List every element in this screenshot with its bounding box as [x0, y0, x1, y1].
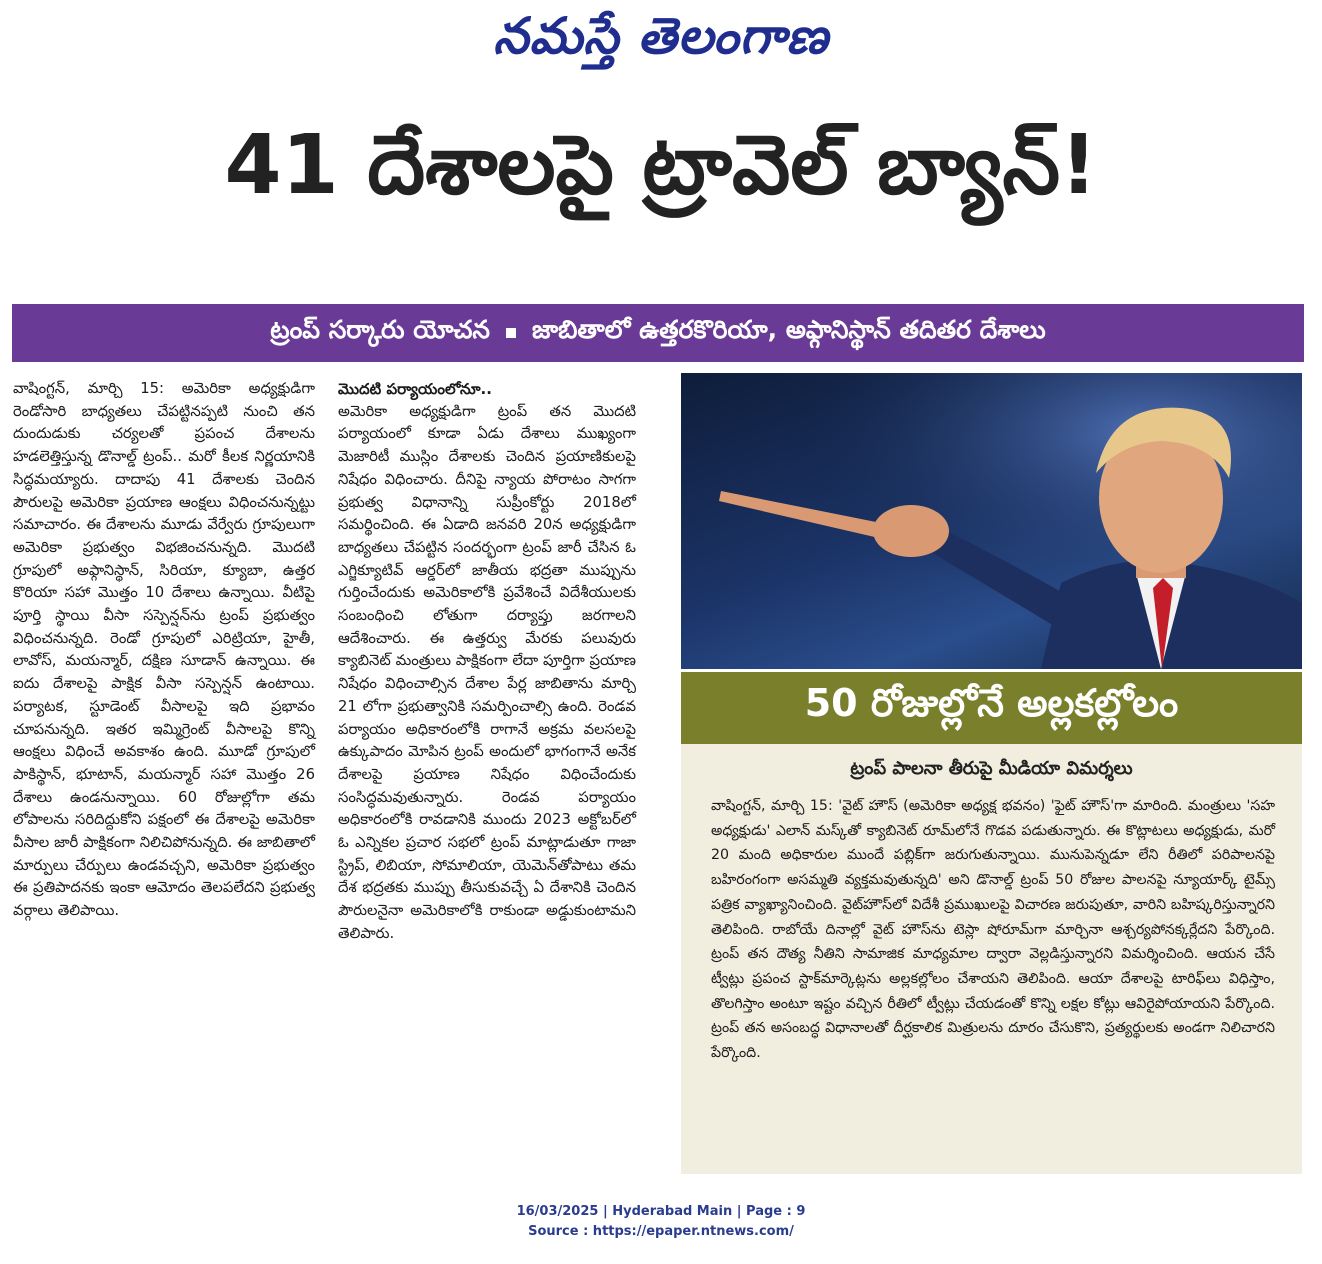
- masthead-logo: నమస్తే తెలంగాణ: [493, 6, 829, 65]
- subheadline-right: జాబితాలో ఉత్తరకొరియా, అఫ్గానిస్థాన్ తదితర దేశాలు: [531, 315, 1046, 344]
- sidebox: [681, 744, 1302, 1174]
- footer: [0, 1202, 1322, 1242]
- column-2-kicker: మొదటి పర్యాయంలోనూ..: [338, 380, 492, 398]
- sidebox-subhead: ట్రంప్ పాలనా తీరుపై మీడియా విమర్శలు: [850, 758, 1133, 779]
- news-photo: [681, 373, 1302, 669]
- article-column-1: [13, 378, 315, 923]
- bullet-square-icon: [506, 328, 516, 338]
- column-2-text: అమెరికా అధ్యక్షుడిగా ట్రంప్ తన మొదటి పర్యాయంలో కూడా ఏడు దేశాలు ముఖ్యంగా మెజారిటీ ముస్లిం దేశాలకు చెందిన ప్రయాణికులపై నిషేధం విధించారు. దీనిపై న్యాయ పోరాటం సాగగా ప్రభుత్వ విధానాన్ని సుప్రీంకోర్టు 2018లో సమర్థించింది. ఈ ఏడాది జనవరి 20న అధ్యక్షుడిగా బాధ్యతలు చేపట్టిన సందర్భంగా ట్రంప్ జారీ చేసిన ఓ ఎగ్జిక్యూటివ్ ఆర్డర్‌లో జాతీయ భద్రతా ముప్పును గుర్తించేందుకు అమెరికాలోకి ప్రవేశించే విదేశీయులకు సంబంధించి లోతుగా దర్యాప్తు జరగాలని ఆదేశించారు. ఈ ఉత్తర్వు మేరకు పలువురు క్యాబినెట్ మంత్రులు పాక్షికంగా లేదా పూర్తిగా ప్రయాణ నిషేధం విధించాల్సిన దేశాల పేర్ల జాబితాను మార్చి 21 లోగా ప్రభుత్వానికి సమర్పించాల్సి ఉంది. రెండవ పర్యాయం అధికారంలోకి రాగానే అక్రమ వలసలపై ఉక్కుపాదం మోపిన ట్రంప్ అందులో భాగంగానే అనేక దేశాలపై ప్రయాణ నిషేధం విధించేందుకు సంసిద్ధమవుతున్నారు. రెండవ పర్యాయం అధికారంలోకి రావడానికి ముందు 2023 అక్టోబర్‌లో ఓ ఎన్నికల ప్రచార సభలో ట్రంప్ మాట్లాడుతూ గాజా స్ట్రిప్, లిబియా, సోమాలియా, యెమెన్‌తోపాటు తమ దేశ భద్రతకు ముప్పు తీసుకువచ్చే ఏ దేశానికి చెందిన పౌరులనైనా అమెరికాలోకి రాకుండా అడ్డుకుంటామని తెలిపారు.: [338, 402, 636, 942]
- sidebox-text: వాషింగ్టన్, మార్చి 15: 'వైట్ హౌస్ (అమెరికా అధ్యక్ష భవనం) 'ఫైట్ హౌస్'గా మారింది. మంత్రులు 'సహ అధ్యక్షుడు' ఎలాన్ మస్క్‌తో క్యాబినెట్ రూమ్‌లోనే గొడవ పడుతున్నారు. ఈ కొట్లాటలు అధ్యక్షుడు, మరో 20 మంది అధికారుల ముందే పబ్లిక్‌గా జరుగుతున్నాయి. మునుపెన్నడూ లేని రీతిలో పరిపాలనపై బహిరంగంగా అసమ్మతి వ్యక్తమవుతున్నది' అని డొనాల్డ్ ట్రంప్ 50 రోజుల పాలనపై న్యూయార్క్ టైమ్స్ పత్రిక వ్యాఖ్యానించింది. వైట్‌హౌస్‌లో విదేశీ ప్రముఖులపై విచారణ జరుపుతూ, వారిని బహిష్కరిస్తున్నారని తెలిపింది. రాబోయే దినాల్లో వైట్ హౌస్‌ను టెస్లా షోరూమ్‌గా మార్చినా ఆశ్చర్యపోనక్కర్లేదని పేర్కొంది. ట్రంప్ తన దౌత్య నీతిని సామాజిక మాధ్యమాల ద్వారా వెల్లడిస్తున్నారని విమర్శించింది. ఆయన చేసే ట్వీట్లు ప్రపంచ స్టాక్‌మార్కెట్లను అల్లకల్లోలం చేశాయని తెలిపింది. ఆయా దేశాలపై టారిఫ్‌లు విధిస్తాం, తొలగిస్తాం అంటూ ఇష్టం వచ్చిన రీతిలో ట్వీట్లు చేయడంతో కొన్ని లక్షల కోట్లు ఆవిరైపోయాయని పేర్కొంది. ట్రంప్ తన అసంబద్ధ విధానాలతో దీర్ఘకాలిక మిత్రులను దూరం చేసుకొని, ప్రత్యర్థులకు అండగా నిలిచారని పేర్కొంది.: [711, 798, 1275, 1062]
- subheadline-bar: [12, 304, 1304, 362]
- footer-source: Source : https://epaper.ntnews.com/: [528, 1224, 794, 1239]
- sidebox-title-bar: 50 రోజుల్లోనే అల్లకల్లోలం: [681, 672, 1302, 744]
- footer-date-edition: 16/03/2025 | Hyderabad Main | Page : 9: [516, 1204, 806, 1219]
- photo-illustration: [681, 373, 1302, 669]
- column-1-text: వాషింగ్టన్, మార్చి 15: అమెరికా అధ్యక్షుడిగా రెండోసారి బాధ్యతలు చేపట్టినప్పటి నుంచి తన దుందుడుకు చర్యలతో ప్రపంచ దేశాలను హడలెత్తిస్తున్న డొనాల్డ్ ట్రంప్.. మరో కీలక నిర్ణయానికి సిద్ధమయ్యారు. దాదాపు 41 దేశాలకు చెందిన పౌరులపై అమెరికా ప్రయాణ ఆంక్షలు విధించనున్నట్టు సమాచారం. ఈ దేశాలను మూడు వేర్వేరు గ్రూపులుగా అమెరికా ప్రభుత్వం విభజించనున్నది. మొదటి గ్రూపులో అఫ్గానిస్థాన్, సిరియా, క్యూబా, ఉత్తర కొరియా సహా మొత్తం 10 దేశాలు ఉన్నాయి. వీటిపై పూర్తి స్థాయి వీసా సస్పెన్షన్‌ను ట్రంప్ ప్రభుత్వం విధించనున్నది. రెండో గ్రూపులో ఎరిట్రియా, హైతీ, లావోస్, మయన్మార్, దక్షిణ సూడాన్ ఉన్నాయి. ఈ ఐదు దేశాలపై పాక్షిక వీసా సస్పెన్షన్ ఉంటాయి. పర్యాటక, స్టూడెంట్ వీసాలపై ఇది ప్రభావం చూపనున్నది. ఇతర ఇమ్మిగ్రెంట్ వీసాలపై కొన్ని ఆంక్షలు విధించే అవకాశం ఉంది. మూడో గ్రూపులో పాకిస్థాన్, భూటాన్, మయన్మార్ సహా మొత్తం 26 దేశాలు ఉండనున్నాయి. 60 రోజుల్లోగా తమ లోపాలను సరిదిద్దుకోని పక్షంలో ఈ దేశాలపై అమెరికా వీసాల జారీ పాక్షికంగా నిలిచిపోనున్నది. ఈ జాబితాలో మార్పులు చేర్పులు ఉండవచ్చని, అమెరికా ప్రభుత్వం ఈ ప్రతిపాదనకు ఇంకా ఆమోదం తెలపలేదని ప్రభుత్వ వర్గాలు తెలిపాయి.: [13, 380, 315, 920]
- subheadline-left: ట్రంప్ సర్కారు యోచన: [270, 315, 490, 344]
- article-column-2: [338, 378, 636, 946]
- headline: 41 దేశాలపై ట్రావెల్ బ్యాన్!: [224, 118, 1098, 213]
